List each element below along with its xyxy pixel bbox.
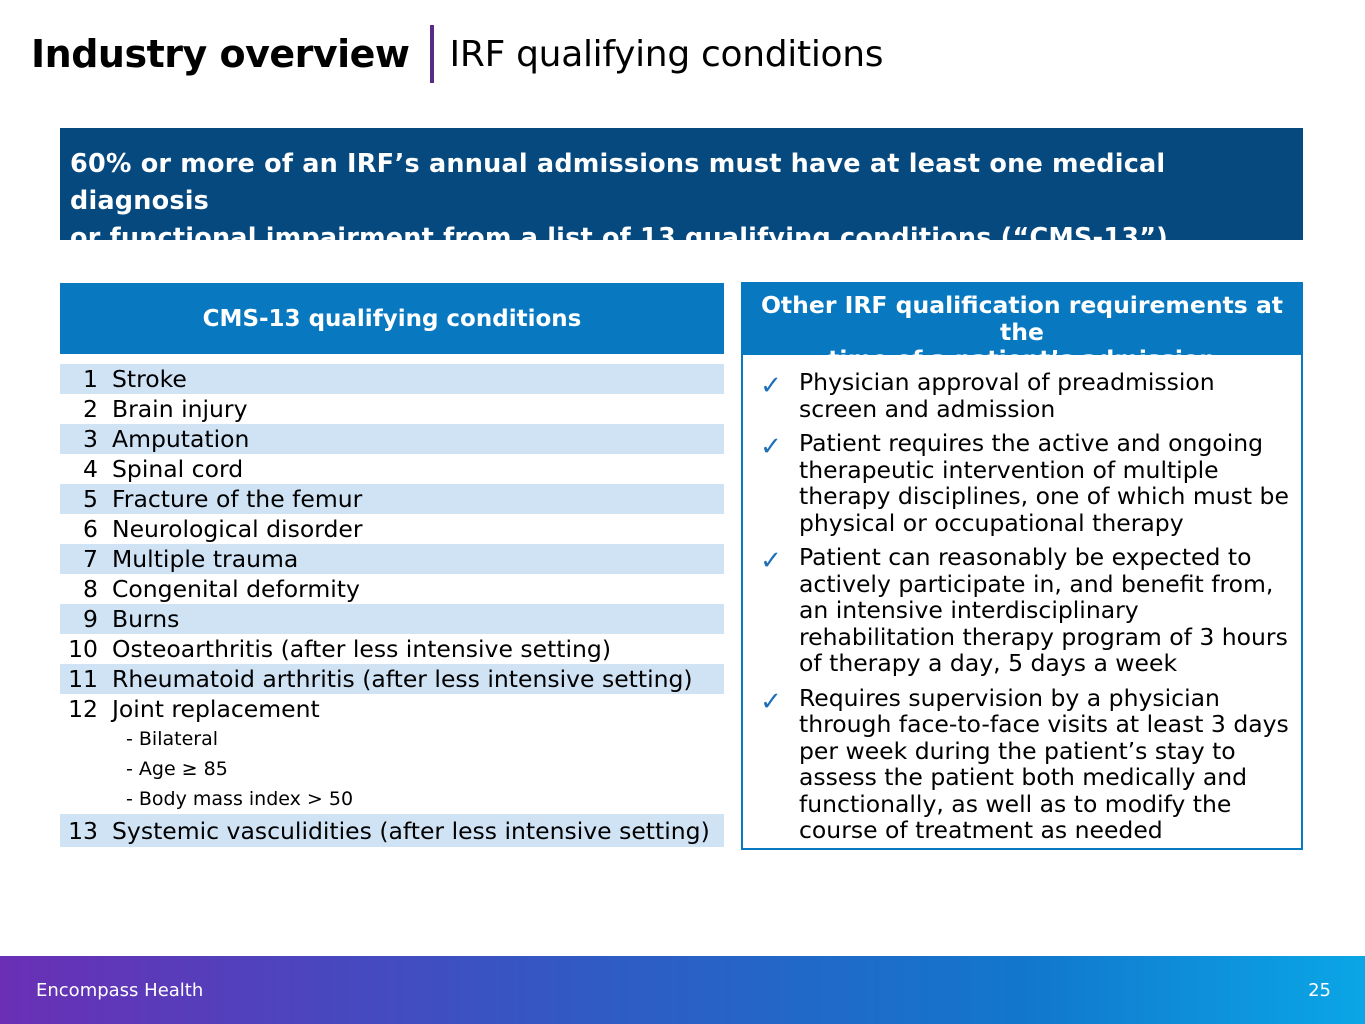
- condition-number: 7: [83, 545, 98, 573]
- list-item: [60, 364, 724, 394]
- requirement-line: screen and admission: [799, 394, 1056, 423]
- page-title: Industry overview: [31, 32, 410, 76]
- condition-number: 1: [83, 365, 98, 393]
- requirement-line: through face-to-face visits at least 3 days: [799, 710, 1289, 738]
- requirement-text: [799, 369, 1299, 422]
- condition-number: 13: [68, 816, 98, 845]
- conditions-heading: CMS-13 qualifying conditions: [60, 283, 724, 354]
- condition-label: Rheumatoid arthritis (after less intensive setting): [112, 665, 693, 693]
- title-divider: [430, 25, 434, 83]
- key-statement-banner: [60, 128, 1303, 253]
- conditions-list: [60, 364, 724, 847]
- page-number: 25: [1308, 979, 1331, 1001]
- requirements-heading-line: Other IRF qualification requirements at the: [760, 291, 1284, 346]
- requirement-line: course of treatment as needed: [799, 816, 1163, 844]
- condition-number: 3: [83, 425, 98, 453]
- condition-number: 11: [68, 665, 98, 693]
- requirement-text: [799, 685, 1299, 844]
- condition-number: 9: [83, 605, 98, 633]
- condition-label: Stroke: [112, 365, 187, 393]
- company-name: Encompass Health: [36, 979, 204, 1001]
- banner-line: 60% or more of an IRF’s annual admissions must have at least one medical diagnosis: [70, 149, 1166, 216]
- condition-number: 5: [83, 485, 98, 513]
- requirement-line: of therapy a day, 5 days a week: [799, 649, 1178, 677]
- requirement-line: assess the patient both medically and: [799, 763, 1248, 791]
- checkmark-icon: ✓: [760, 432, 782, 462]
- list-item: [60, 664, 724, 694]
- joint-sub-item: - Body mass index > 50: [126, 788, 354, 810]
- condition-number: 10: [68, 635, 98, 663]
- requirement-line: Requires supervision by a physician: [799, 683, 1220, 712]
- condition-label: Neurological disorder: [112, 515, 363, 543]
- checkmark-icon: ✓: [760, 546, 782, 576]
- banner-line: or functional impairment from a list of 13 qualifying conditions (“CMS-13”).: [70, 223, 1178, 253]
- condition-label: Fracture of the femur: [112, 485, 363, 513]
- page-subtitle: IRF qualifying conditions: [449, 33, 884, 75]
- requirement-line: actively participate in, and benefit from,: [799, 569, 1274, 598]
- requirement-line: physical or occupational therapy: [799, 508, 1184, 537]
- requirement-line: per week during the patient’s stay to: [799, 736, 1236, 765]
- condition-number: 6: [83, 515, 98, 543]
- condition-label: Amputation: [112, 425, 250, 453]
- list-item: [743, 544, 1301, 677]
- condition-label: Osteoarthritis (after less intensive setting): [112, 635, 612, 663]
- condition-label: Spinal cord: [112, 455, 244, 483]
- list-item: [60, 454, 724, 484]
- requirements-list: [743, 355, 1301, 844]
- list-item: [743, 430, 1301, 536]
- condition-number: 4: [83, 455, 98, 483]
- condition-number: 2: [83, 395, 98, 423]
- list-item: [60, 394, 724, 424]
- list-item: [60, 814, 724, 847]
- requirement-line: therapeutic intervention of multiple: [799, 455, 1219, 484]
- joint-sub-item: - Bilateral: [126, 728, 219, 750]
- requirement-line: therapy disciplines, one of which must be: [799, 482, 1289, 510]
- requirement-text: [799, 430, 1299, 536]
- condition-label: Brain injury: [112, 395, 248, 423]
- list-item: [60, 484, 724, 514]
- condition-label: Burns: [112, 605, 180, 633]
- requirement-line: Patient requires the active and ongoing: [799, 429, 1264, 457]
- requirement-line: Physician approval of preadmission: [799, 368, 1215, 396]
- requirement-line: Patient can reasonably be expected to: [799, 543, 1252, 571]
- condition-label: Multiple trauma: [112, 545, 299, 573]
- list-item: [743, 685, 1301, 844]
- list-item: [60, 424, 724, 454]
- footer-bar: [0, 956, 1365, 1024]
- condition-label: Congenital deformity: [112, 575, 360, 603]
- requirement-line: functionally, as well as to modify the: [799, 789, 1232, 818]
- condition-number: 12: [68, 695, 98, 723]
- list-item: [60, 544, 724, 574]
- condition-label: Joint replacement: [112, 695, 320, 723]
- joint-sub-item: - Age ≥ 85: [126, 758, 228, 780]
- checkmark-icon: ✓: [760, 371, 782, 401]
- requirements-heading: [743, 284, 1301, 373]
- list-item: [60, 694, 724, 724]
- condition-number: 8: [83, 575, 98, 603]
- requirement-line: rehabilitation therapy program of 3 hours: [799, 622, 1288, 651]
- page-header: [31, 22, 883, 86]
- condition-label: Systemic vasculidities (after less intensive setting): [112, 816, 710, 845]
- list-item: [60, 514, 724, 544]
- requirements-panel: [741, 282, 1303, 850]
- list-item: [60, 634, 724, 664]
- requirement-text: [799, 544, 1299, 677]
- list-item: [60, 604, 724, 634]
- requirement-line: an intensive interdisciplinary: [799, 596, 1139, 624]
- list-item: [60, 574, 724, 604]
- list-item: [743, 369, 1301, 422]
- requirements-heading-line: time of a patient’s admission: [828, 345, 1216, 373]
- checkmark-icon: ✓: [760, 686, 782, 717]
